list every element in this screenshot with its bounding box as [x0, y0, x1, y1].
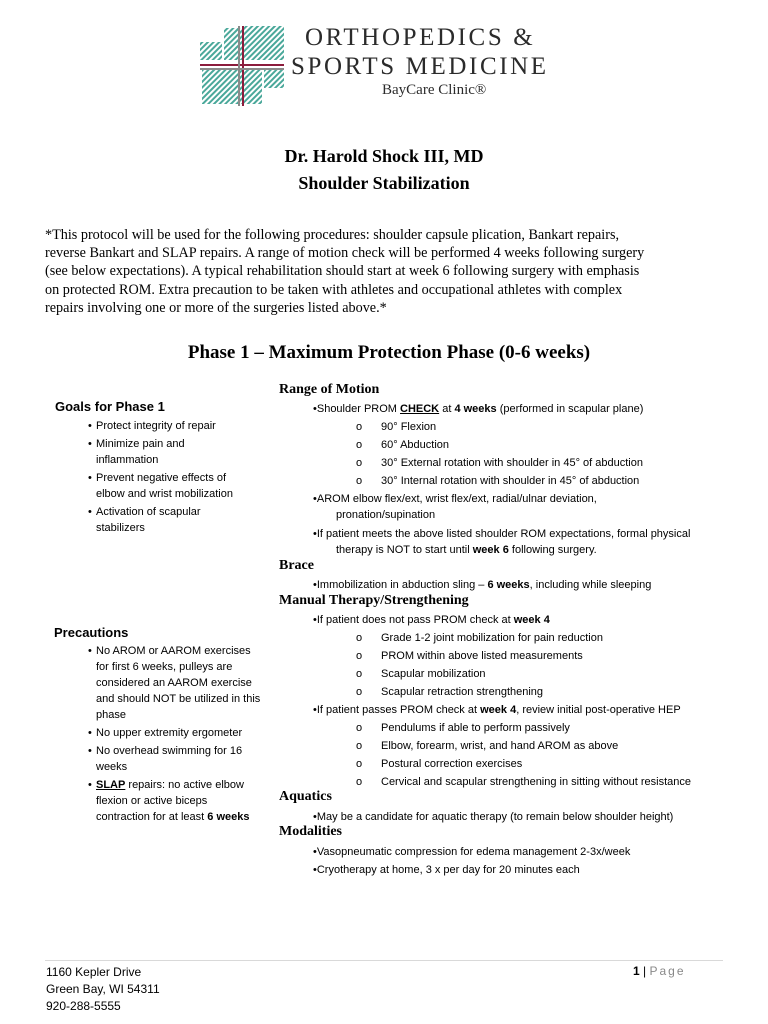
aquatics-heading: Aquatics [279, 789, 332, 804]
list-item: • Activation of scapular stabilizers [88, 504, 248, 536]
manual-sub-item: o Elbow, forearm, wrist, and hand AROM as above [356, 740, 619, 752]
manual-sub-item: o Cervical and scapular strengthening in sitting without resistance [356, 776, 691, 788]
rom-meets-line1: •If patient meets the above listed shoulder ROM expectations, formal physical [313, 528, 691, 540]
rom-sub-item: o 30° External rotation with shoulder in 45° of abduction [356, 457, 643, 469]
list-item [88, 777, 263, 825]
rom-heading: Range of Motion [279, 382, 380, 397]
goals-heading: Goals for Phase 1 [55, 399, 165, 414]
brace-item: •Immobilization in abduction sling – 6 weeks, including while sleeping [313, 579, 652, 591]
logo-title-line2: SPORTS MEDICINE [291, 53, 549, 80]
manual-sub-item: o Grade 1-2 joint mobilization for pain reduction [356, 632, 603, 644]
list-item: • No overhead swimming for 16 weeks [88, 743, 263, 775]
footer-divider [45, 960, 723, 961]
intro-line: reverse Bankart and SLAP repairs. A range of motion check will be performed 4 weeks following surgery [45, 245, 645, 262]
manual-sub-item: o Scapular mobilization [356, 668, 486, 680]
modalities-item: •Cryotherapy at home, 3 x per day for 20 minutes each [313, 864, 580, 876]
list-item: • Prevent negative effects of elbow and wrist mobilization [88, 470, 248, 502]
phone-number: 920-288-5555 [46, 999, 121, 1013]
goals-list [88, 418, 248, 538]
intro-line: on protected ROM. Extra precaution to be taken with athletes and occupational athletes with complex [45, 281, 623, 298]
logo-subtitle: BayCare Clinic® [382, 82, 487, 98]
list-item: • Protect integrity of repair [88, 418, 248, 434]
document-title: Shoulder Stabilization [298, 173, 470, 193]
slap-duration: 6 weeks [207, 811, 250, 823]
manual-heading: Manual Therapy/Strengthening [279, 593, 469, 608]
intro-line: *This protocol will be used for the following procedures: shoulder capsule plication, Bankart repairs, [45, 227, 620, 243]
rom-sub-item: o 60° Abduction [356, 439, 450, 451]
check-term: CHECK [400, 403, 440, 415]
clinic-logo [200, 26, 284, 106]
rom-prom-check: •Shoulder PROM CHECK at 4 weeks (performed in scapular plane) [313, 403, 644, 415]
phase-title: Phase 1 – Maximum Protection Phase (0-6 weeks) [187, 342, 591, 363]
precautions-heading: Precautions [54, 625, 129, 640]
logo-title-line1: ORTHOPEDICS & [305, 24, 536, 51]
manual-sub-item: o Pendulums if able to perform passively [356, 722, 570, 734]
rom-meets-line2: therapy is NOT to start until week 6 following surgery. [336, 544, 597, 556]
slap-term: SLAP [96, 779, 126, 791]
manual-sub-item: o PROM within above listed measurements [356, 650, 583, 662]
rom-arom-line2: pronation/supination [336, 509, 436, 521]
brace-heading: Brace [279, 558, 314, 573]
intro-line: repairs involving one or more of the surgeries listed above.* [45, 299, 387, 316]
address-line: Green Bay, WI 54311 [46, 982, 160, 996]
manual-sub-item: o Postural correction exercises [356, 758, 523, 770]
footer-address [46, 964, 160, 1015]
doctor-name: Dr. Harold Shock III, MD [284, 146, 484, 166]
page-number: 1 | Page [633, 964, 686, 978]
intro-line: (see below expectations). A typical rehabilitation should start at week 6 following surgery with emphasis [45, 263, 640, 280]
cross-logo-icon [200, 26, 284, 106]
manual-notpass: •If patient does not pass PROM check at week 4 [313, 614, 550, 626]
list-item: • Minimize pain and inflammation [88, 436, 248, 468]
intro-paragraph [45, 226, 735, 317]
address-line: 1160 Kepler Drive [46, 965, 142, 979]
precautions-list [88, 643, 263, 827]
manual-pass: •If patient passes PROM check at week 4, review initial post-operative HEP [313, 704, 681, 716]
rom-arom-line1: •AROM elbow flex/ext, wrist flex/ext, radial/ulnar deviation, [313, 493, 597, 505]
manual-sub-item: o Scapular retraction strengthening [356, 686, 544, 698]
rom-sub-item: o 90° Flexion [356, 421, 437, 433]
list-item: • No AROM or AAROM exercises for first 6 weeks, pulleys are considered an AAROM exercise and should NOT be utilized in this phase [88, 643, 263, 723]
modalities-item: •Vasopneumatic compression for edema management 2-3x/week [313, 846, 631, 858]
list-item: • No upper extremity ergometer [88, 725, 263, 741]
slap-text: repairs: no active elbow flexion or active biceps contraction for at least [96, 779, 244, 823]
aquatics-item: •May be a candidate for aquatic therapy (to remain below shoulder height) [313, 811, 674, 823]
modalities-heading: Modalities [279, 824, 342, 839]
rom-sub-item: o 30° Internal rotation with shoulder in 45° of abduction [356, 475, 640, 487]
